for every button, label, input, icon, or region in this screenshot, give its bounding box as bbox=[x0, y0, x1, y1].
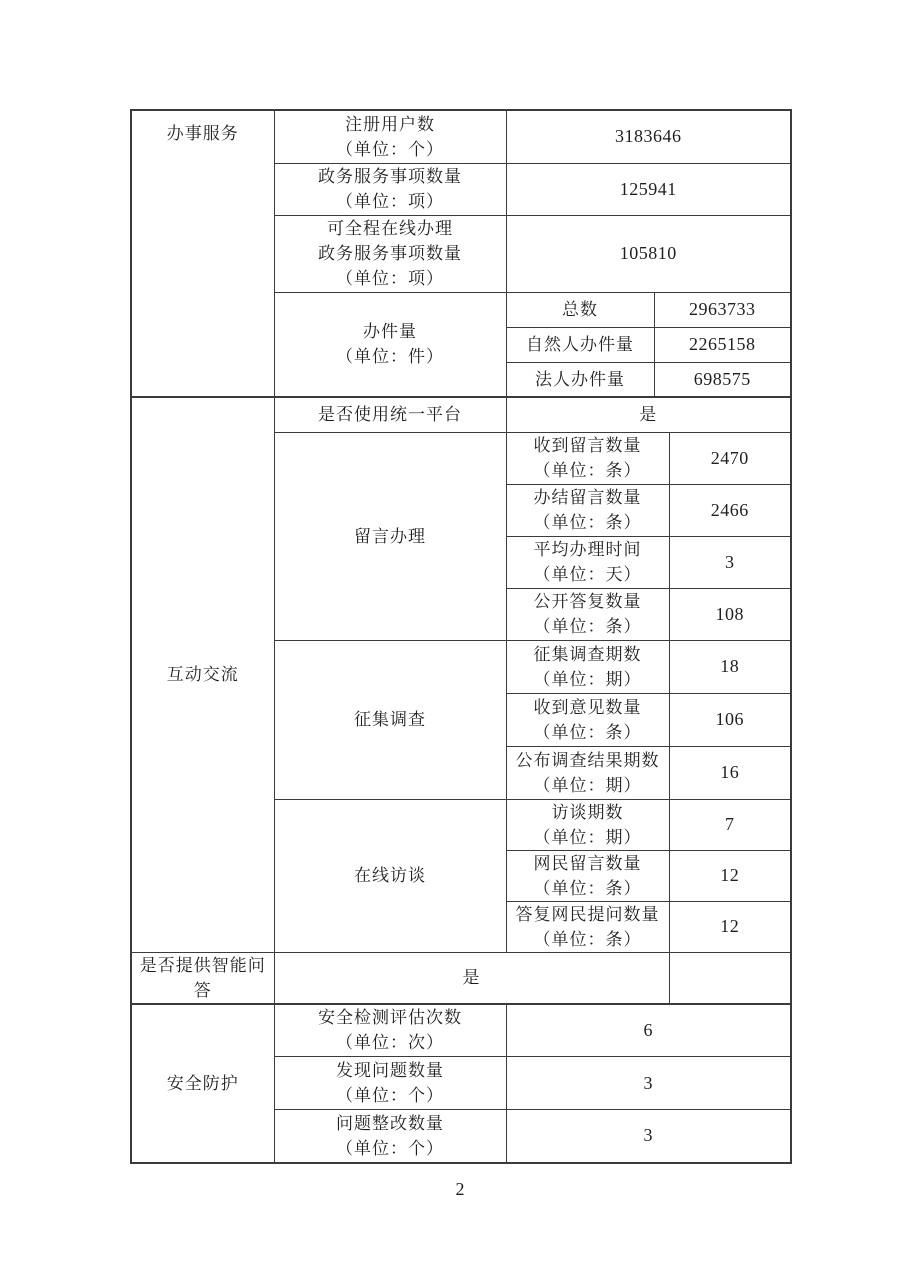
metric-messages-received-label: 收到留言数量 bbox=[533, 436, 642, 455]
value-messages-avg-time: 3 bbox=[669, 536, 791, 588]
value-surveys-periods: 18 bbox=[669, 640, 791, 693]
metric-surveys-periods-unit: （单位：期） bbox=[533, 669, 642, 689]
metric-cases-label: 办件量 bbox=[363, 322, 417, 342]
group-label-messages: 留言办理 bbox=[274, 432, 506, 640]
metric-interviews-periods bbox=[506, 799, 669, 850]
metric-surveys-opinions-label: 收到意见数量 bbox=[533, 697, 642, 717]
value-surveys-results: 16 bbox=[669, 746, 791, 799]
value-interviews-periods: 7 bbox=[669, 799, 791, 850]
metric-surveys-opinions bbox=[506, 693, 669, 746]
metric-interviews-netizen-messages-unit: （单位：条） bbox=[533, 878, 642, 898]
metric-surveys-results bbox=[506, 746, 669, 799]
metric-security-assessments-unit: （单位：次） bbox=[336, 1033, 444, 1053]
metric-surveys-periods bbox=[506, 640, 669, 693]
metric-messages-received bbox=[506, 432, 669, 484]
metric-messages-avg-time-unit: （单位：天） bbox=[533, 565, 642, 584]
metric-service-items-unit: （单位：项） bbox=[336, 192, 444, 211]
value-cases-natural: 2265158 bbox=[654, 327, 791, 362]
metric-interviews-replies-unit: （单位：条） bbox=[533, 929, 642, 949]
metric-problems-found-label: 发现问题数量 bbox=[336, 1061, 444, 1080]
submetric-cases-natural: 自然人办件量 bbox=[506, 327, 654, 362]
metric-interviews-replies bbox=[506, 901, 669, 952]
metric-registered-users bbox=[274, 110, 506, 163]
metric-problems-found bbox=[274, 1057, 506, 1110]
value-messages-public-replies: 108 bbox=[669, 588, 791, 640]
value-service-items: 125941 bbox=[506, 163, 791, 215]
metric-security-assessments-label: 安全检测评估次数 bbox=[318, 1008, 462, 1028]
value-online-items: 105810 bbox=[506, 215, 791, 292]
value-interviews-netizen-messages: 12 bbox=[669, 850, 791, 901]
metric-online-items-line1: 可全程在线办理 bbox=[327, 219, 453, 238]
metric-unified-platform: 是否使用统一平台 bbox=[274, 397, 506, 432]
metric-messages-completed-unit: （单位：条） bbox=[533, 513, 642, 532]
section-label-interaction: 互动交流 bbox=[131, 397, 274, 952]
metric-problems-found-unit: （单位：个） bbox=[336, 1086, 444, 1105]
value-cases-total: 2963733 bbox=[654, 292, 791, 327]
metric-smart-qa: 是否提供智能问答 bbox=[131, 952, 274, 1004]
submetric-cases-legal: 法人办件量 bbox=[506, 362, 654, 397]
metric-surveys-opinions-unit: （单位：条） bbox=[533, 722, 642, 742]
metric-cases bbox=[274, 292, 506, 397]
value-messages-completed: 2466 bbox=[669, 484, 791, 536]
value-security-assessments: 6 bbox=[506, 1004, 791, 1057]
value-problems-fixed: 3 bbox=[506, 1110, 791, 1163]
submetric-cases-total: 总数 bbox=[506, 292, 654, 327]
metric-problems-fixed-label: 问题整改数量 bbox=[336, 1113, 444, 1133]
metric-messages-public-replies-unit: （单位：条） bbox=[533, 617, 642, 636]
metric-messages-avg-time-label: 平均办理时间 bbox=[533, 540, 642, 559]
metric-service-items bbox=[274, 163, 506, 215]
group-label-interviews: 在线访谈 bbox=[274, 799, 506, 952]
metric-online-items-unit: （单位：项） bbox=[336, 269, 444, 288]
value-interviews-replies: 12 bbox=[669, 901, 791, 952]
metric-surveys-periods-label: 征集调查期数 bbox=[533, 644, 642, 664]
metric-security-assessments bbox=[274, 1004, 506, 1057]
metric-messages-completed-label: 办结留言数量 bbox=[533, 488, 642, 507]
metric-messages-public-replies bbox=[506, 588, 669, 640]
section-label-security: 安全防护 bbox=[131, 1004, 274, 1163]
value-unified-platform: 是 bbox=[506, 397, 791, 432]
metric-surveys-results-label: 公布调查结果期数 bbox=[515, 750, 660, 770]
metric-interviews-netizen-messages-label: 网民留言数量 bbox=[533, 853, 642, 873]
metric-interviews-periods-unit: （单位：期） bbox=[533, 827, 642, 847]
metric-interviews-replies-label: 答复网民提问数量 bbox=[515, 904, 660, 924]
group-label-surveys: 征集调查 bbox=[274, 640, 506, 799]
value-cases-legal: 698575 bbox=[654, 362, 791, 397]
value-registered-users: 3183646 bbox=[506, 110, 791, 163]
metric-interviews-netizen-messages bbox=[506, 850, 669, 901]
metric-messages-public-replies-label: 公开答复数量 bbox=[533, 592, 642, 611]
metric-online-items-line2: 政务服务事项数量 bbox=[318, 244, 462, 263]
metric-online-items bbox=[274, 215, 506, 292]
metric-registered-users-unit: （单位：个） bbox=[336, 139, 444, 159]
value-messages-received: 2470 bbox=[669, 432, 791, 484]
value-problems-found: 3 bbox=[506, 1057, 791, 1110]
metric-problems-fixed-unit: （单位：个） bbox=[336, 1138, 444, 1158]
metric-service-items-label: 政务服务事项数量 bbox=[318, 167, 462, 186]
metric-messages-avg-time bbox=[506, 536, 669, 588]
page-number: 2 bbox=[455, 1179, 465, 1199]
metric-cases-unit: （单位：件） bbox=[336, 347, 444, 367]
metric-messages-received-unit: （单位：条） bbox=[533, 461, 642, 480]
metric-problems-fixed bbox=[274, 1110, 506, 1163]
value-smart-qa: 是 bbox=[274, 952, 669, 1004]
value-surveys-opinions: 106 bbox=[669, 693, 791, 746]
metric-registered-users-label: 注册用户数 bbox=[345, 114, 435, 134]
metric-surveys-results-unit: （单位：期） bbox=[533, 775, 642, 795]
section-label-service: 办事服务 bbox=[131, 110, 274, 397]
metric-interviews-periods-label: 访谈期数 bbox=[551, 802, 624, 822]
annual-report-table bbox=[130, 109, 792, 1164]
metric-messages-completed bbox=[506, 484, 669, 536]
